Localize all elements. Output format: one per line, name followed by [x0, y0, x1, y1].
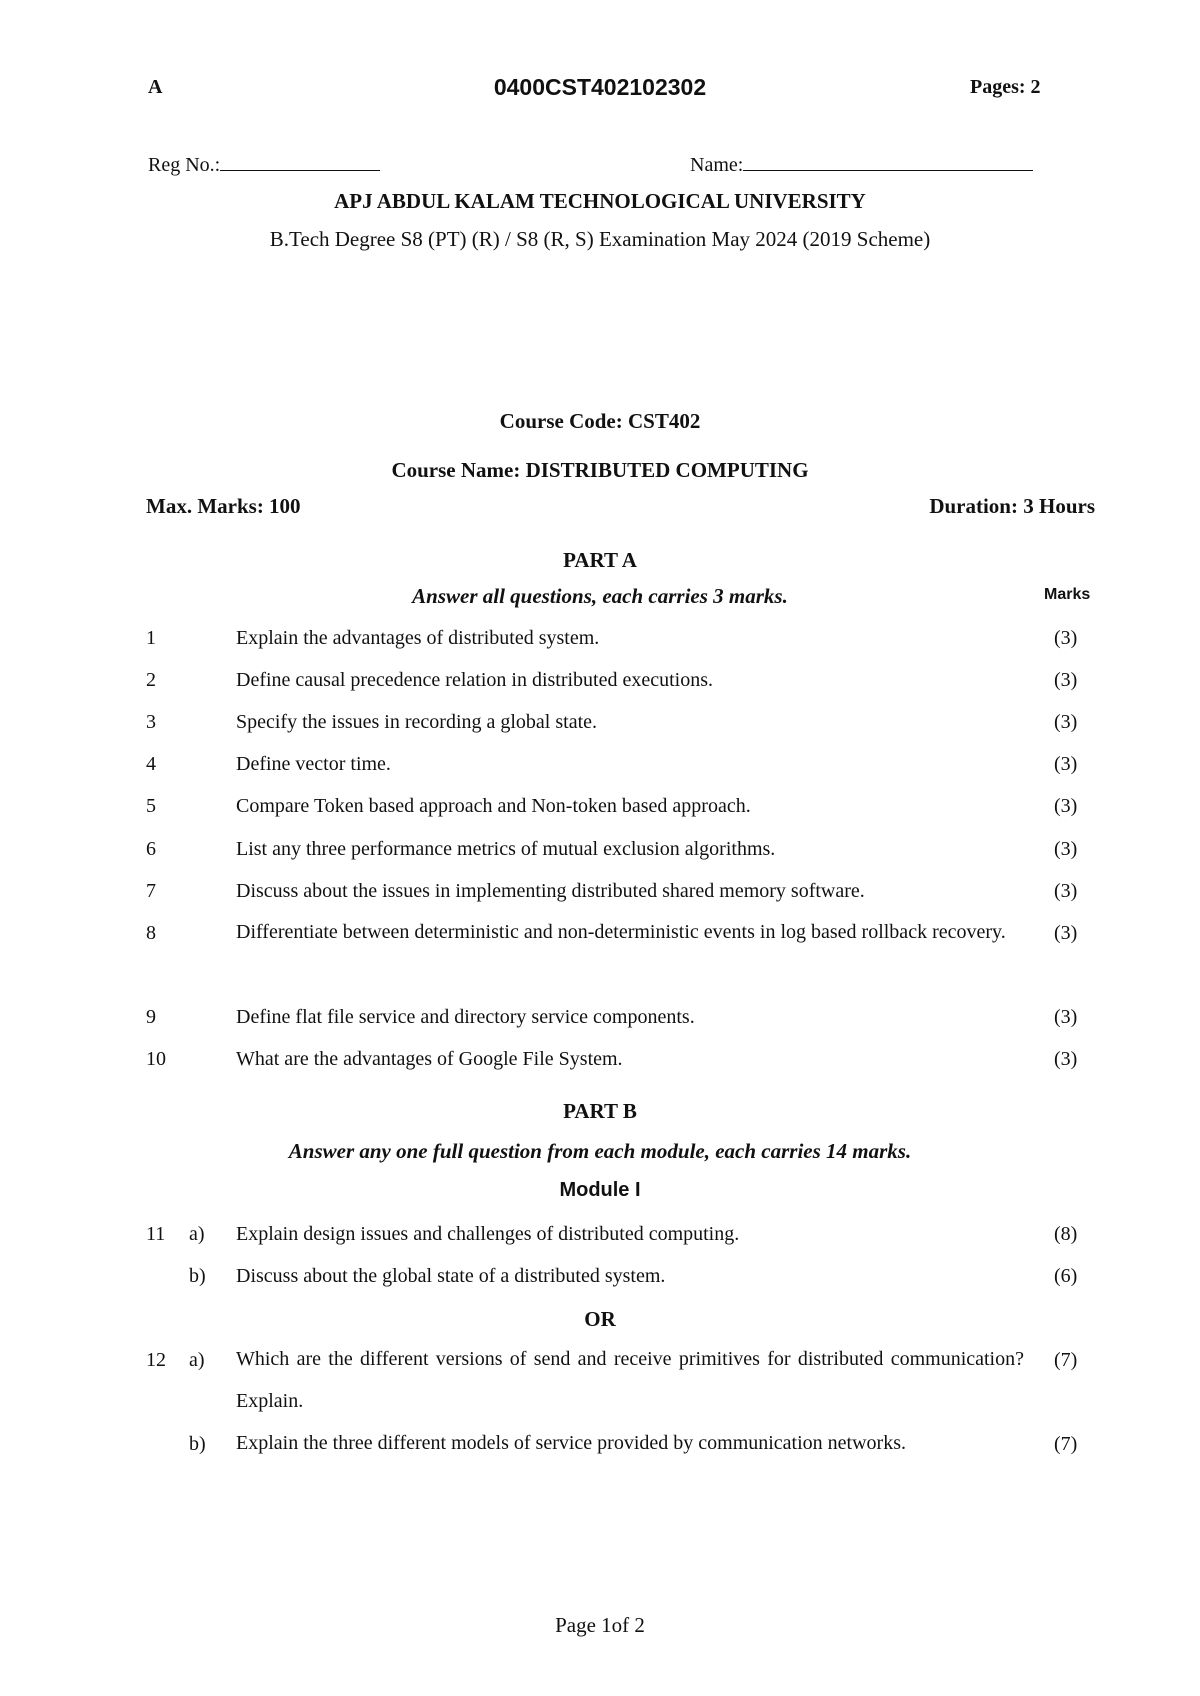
- question-marks: (8): [1054, 1223, 1078, 1245]
- question-text: Discuss about the issues in implementing distributed shared memory software.: [236, 880, 865, 902]
- question-text: What are the advantages of Google File System.: [236, 1048, 623, 1070]
- question-marks: (7): [1054, 1433, 1078, 1455]
- question-text: Explain the three different models of service provided by communication networks.: [236, 1432, 906, 1454]
- name-blank: [743, 156, 1033, 171]
- question-number: 12: [146, 1349, 166, 1371]
- question-number: 4: [146, 753, 156, 775]
- part-b-instruction: Answer any one full question from each module, each carries 14 marks.: [288, 1139, 912, 1163]
- sub-question-label: b): [189, 1265, 206, 1287]
- sub-question-label: a): [189, 1349, 205, 1371]
- question-marks: (3): [1054, 1006, 1078, 1028]
- set-label: A: [148, 76, 163, 98]
- question-number: 6: [146, 838, 156, 860]
- question-text: Define flat file service and directory service components.: [236, 1006, 695, 1028]
- question-text: Define causal precedence relation in distributed executions.: [236, 669, 714, 691]
- question-number: 8: [146, 922, 156, 944]
- or-separator: OR: [584, 1307, 616, 1331]
- paper-code: 0400CST402102302: [493, 74, 707, 100]
- question-marks: (3): [1054, 838, 1078, 860]
- sub-question-label: b): [189, 1433, 206, 1455]
- university-name: APJ ABDUL KALAM TECHNOLOGICAL UNIVERSITY: [334, 189, 866, 213]
- page-footer: Page 1of 2: [555, 1613, 645, 1637]
- question-marks: (7): [1054, 1349, 1078, 1371]
- part-b-title: PART B: [563, 1099, 637, 1123]
- module-title: Module I: [559, 1179, 641, 1201]
- name-label: Name:: [690, 154, 744, 176]
- question-number: 1: [146, 627, 156, 649]
- marks-header: Marks: [1044, 586, 1091, 603]
- question-text: Explain the advantages of distributed system.: [236, 627, 600, 649]
- page-count: Pages: 2: [970, 76, 1041, 98]
- exam-title: B.Tech Degree S8 (PT) (R) / S8 (R, S) Examination May 2024 (2019 Scheme): [269, 227, 931, 251]
- question-text: Explain design issues and challenges of distributed computing.: [236, 1223, 740, 1245]
- duration: Duration: 3 Hours: [929, 494, 1095, 518]
- question-marks: (3): [1054, 711, 1078, 733]
- question-marks: (3): [1054, 922, 1078, 944]
- course-code: Course Code: CST402: [499, 409, 701, 433]
- question-marks: (3): [1054, 669, 1078, 691]
- part-a-title: PART A: [563, 548, 637, 572]
- course-name: Course Name: DISTRIBUTED COMPUTING: [391, 458, 809, 482]
- question-marks: (3): [1054, 795, 1078, 817]
- question-text: Define vector time.: [236, 753, 391, 775]
- question-text: Differentiate between deterministic and non-deterministic events in log based rollback recovery.: [236, 921, 1006, 943]
- reg-no-field: [148, 154, 380, 177]
- question-number: 3: [146, 711, 156, 733]
- question-marks: (3): [1054, 1048, 1078, 1070]
- question-text: List any three performance metrics of mutual exclusion algorithms.: [236, 838, 776, 860]
- max-marks: Max. Marks: 100: [146, 494, 301, 518]
- question-number: 2: [146, 669, 156, 691]
- question-marks: (3): [1054, 753, 1078, 775]
- sub-question-label: a): [189, 1223, 205, 1245]
- part-a-instruction: Answer all questions, each carries 3 marks.: [412, 584, 788, 608]
- question-marks: (3): [1054, 880, 1078, 902]
- name-field: [690, 154, 1033, 177]
- question-number: 9: [146, 1006, 156, 1028]
- reg-no-blank: [220, 156, 380, 171]
- question-number: 10: [146, 1048, 166, 1070]
- question-number: 5: [146, 795, 156, 817]
- question-marks: (6): [1054, 1265, 1078, 1287]
- question-number: 7: [146, 880, 156, 902]
- question-text: Compare Token based approach and Non-token based approach.: [236, 795, 751, 817]
- question-text: Which are the different versions of send and receive primitives for distributed communication? Explain.: [236, 1348, 1024, 1412]
- reg-no-label: Reg No.:: [148, 154, 221, 176]
- question-text: Specify the issues in recording a global state.: [236, 711, 598, 733]
- question-text: Discuss about the global state of a distributed system.: [236, 1265, 666, 1287]
- question-marks: (3): [1054, 627, 1078, 649]
- question-number: 11: [146, 1223, 166, 1245]
